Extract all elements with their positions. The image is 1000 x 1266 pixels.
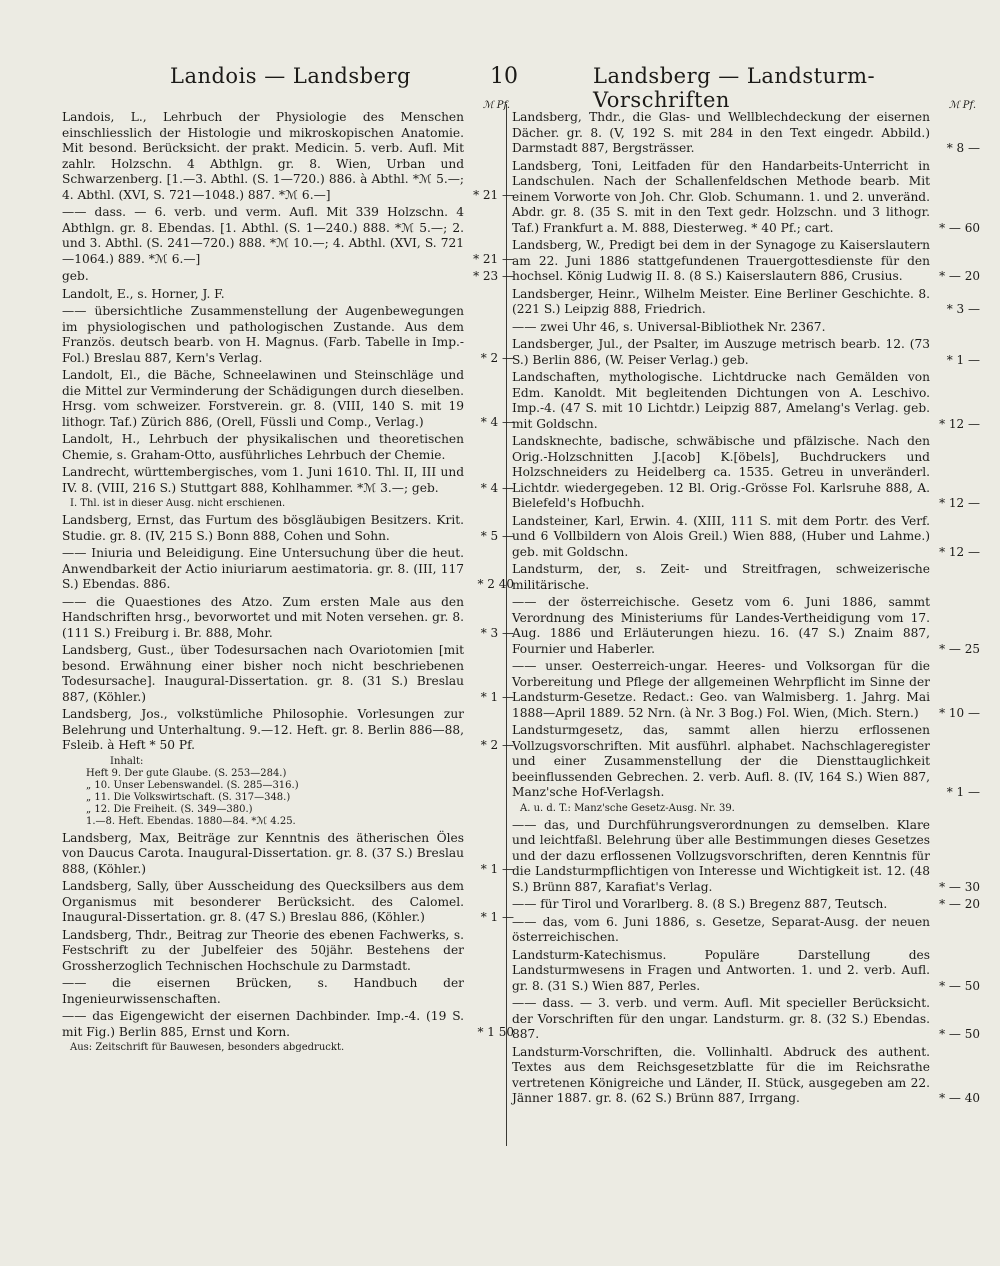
left-column [62,98,514,1057]
entry-text: —— der österreichische. Gesetz vom 6. Juni 1886, sammt Verordnung des Ministeriums für Landes-Vertheidigung vom 17. Aug. 1886 und Erläuterungen hiezu. 16. (47 S.) Znaim 887, Fournier und Haberler. [512,595,930,656]
entry-price: * 2 — [480,738,514,752]
catalog-entry [62,976,514,1007]
entry-text: —— dass. — 3. verb. und verm. Aufl. Mit specieller Berücksicht. der Vorschriften für den ungar. Landsturm. gr. 8. (32 S.) Ebendas. 887. [512,996,930,1041]
entry-price: * 1 — [946,785,980,799]
entry-text: Landois, L., Lehrbuch der Physiologie des Menschen einschliesslich der Histologie und mikroskopischen Anatomie. Mit besond. Berücksicht. der prakt. Medicin. 5. verb. Aufl. Mit zahlr. Holzschn. 4 Abthlgn. gr. 8. Wien, Urban und Schwarzenberg. [1.—3. Abthl. (S. 1—720.) 886. à Abthl. *ℳ 5.—; 4. Abthl. (XVI, S. 721—1048.) 887. *ℳ 6.—] [62,110,464,202]
catalog-entry [62,110,514,203]
entry-text: Landsturm-Katechismus. Populäre Darstellung des Landsturmwesens in Fragen und Antworten. 1. und 2. verb. Aufl. gr. 8. (31 S.) Wien 887, Perles. [512,947,930,993]
entry-price: * — 30 [939,879,980,894]
entry-text: Landsberg, Thdr., Beitrag zur Theorie des ebenen Fachwerks, s. Festschrift zu der Jubelfeier des 50jähr. Bestehens der Grossherzoglich Technischen Hochschule zu Darmstadt. [62,927,464,973]
contents-item: Heft 9. Der gute Glaube. (S. 253—284.) [86,767,287,779]
entry-price: * 8 — [946,141,980,155]
entry-price: * 12 — [939,496,980,510]
catalog-entry [62,546,514,593]
catalog-entry [512,659,980,721]
entry-text: Landolt, E., s. Horner, J. F. [62,286,225,301]
entry-price: * 4 — [480,414,514,429]
entry-text: —— die Quaestiones des Atzo. Zum ersten Male aus den Handschriften hrsg., bevorwortet und mit Noten versehen. gr. 8. (111 S.) Freiburg i. Br. 888, Mohr. [62,594,464,640]
entry-price: * 1 — [480,910,514,924]
catalog-entry [512,238,980,285]
contents-item: „ 11. Die Volkswirtschaft. (S. 317—348.) [86,791,291,803]
catalog-entry [512,595,980,657]
entry-note: I. Thl. ist in dieser Ausg. nicht erschienen. [70,498,286,509]
catalog-entry [512,1045,980,1107]
entry-text: geb. [62,269,89,283]
contents-heading: Inhalt: [110,755,144,767]
entry-price: * 10 — [939,705,980,720]
entry-text: —— dass. — 6. verb. und verm. Aufl. Mit 339 Holzschn. 4 Abthlgn. gr. 8. Ebendas. [1. Abthl. (S. 1—240.) 888. *ℳ 5.—; 2. und 3. Abthl. (S. 241—720.) 888. *ℳ 10.—; 4. Abthl. (XVI, S. 721—1064.) 889. *ℳ 6.—] [62,205,464,266]
catalog-entry [62,595,514,642]
catalog-entry [512,818,980,896]
catalog-entry [512,562,980,593]
entry-text: Landsberger, Heinr., Wilhelm Meister. Eine Berliner Geschichte. 8. (221 S.) Leipzig 888, Friedrich. [512,286,930,316]
header-right-title: Landsberg — Landsturm-Vorschriften [593,64,876,112]
entry-price: * 4 — [480,480,514,495]
entry-text: —— das, vom 6. Juni 1886, s. Gesetze, Separat-Ausg. der neuen österreichischen. [512,914,930,944]
catalog-entry [62,368,514,430]
catalog-entry [512,434,980,512]
entry-text: Landschaften, mythologische. Lichtdrucke nach Gemälden von Edm. Kanoldt. Mit begleitenden Dichtungen von A. Leschivo. Imp.-4. (47 S. mit 10 Lichtdr.) Leipzig 887, Amelang's Verlag. geb. mit Goldschn. [512,370,930,431]
entry-price: * 5 — [480,528,514,543]
entry-text: Landsberger, Jul., der Psalter, im Auszuge metrisch bearb. 12. (73 S.) Berlin 886, (W. Peiser Verlag.) geb. [512,337,930,367]
catalog-entry [512,320,980,336]
catalog-entry [62,513,514,544]
entry-price: * 2 — [480,350,514,365]
catalog-entry [512,948,980,995]
entry-text: Landrecht, württembergisches, vom 1. Juni 1610. Thl. II, III und IV. 8. (VIII, 216 S.) Stuttgart 888, Kohlhammer. *ℳ 3.—; geb. [62,465,464,495]
page-number: 10 [490,64,518,89]
entry-text: Landsturmgesetz, das, sammt allen hierzu erflossenen Vollzugsvorschriften. Mit ausführl. alphabet. Nachschlageregister und einer Zusammenstellung der die Diensttauglichkeit beeinflussenden Gebrechen. 2. verb. Aufl. 8. (IV, 164 S.) Wien 887, Manz'sche Hof-Verlagsh. [512,723,930,799]
contents-item: „ 12. Die Freiheit. (S. 349—380.) [86,803,253,815]
catalog-entry [62,432,514,463]
catalog-entry [62,269,514,285]
entry-price: * 21 — [473,251,514,266]
catalog-entry [512,370,980,432]
catalog-entry [512,514,980,561]
entry-text: Landsberg, Max, Beiträge zur Kenntnis des ätherischen Öles von Daucus Carota. Inaugural-Dissertation. gr. 8. (37 S.) Breslau 888, (Köhler.) [62,830,464,876]
entry-price: * — 40 [939,1091,980,1105]
unit-heading-right: ℳ Pf. [948,100,976,111]
catalog-entry [512,337,980,368]
catalog-entry [62,287,514,303]
entry-price: * — 60 [939,220,980,235]
entry-text: Landsberg, Toni, Leitfaden für den Handarbeits-Unterricht in Landschulen. Nach der Schallenfeldschen Methode bearb. Mit einem Vorworte von Joh. Chr. Glob. Schumann. 1. und 2. unveränd. Abdr. gr. 8. (35 S. mit in den Text gedr. Holzschn. und 3 lithogr. Taf.) Frankfurt a. M. 888, Diesterweg. * 40 Pf.; cart. [512,158,930,235]
catalog-entry [62,928,514,975]
entry-text: Landsberg, Sally, über Ausscheidung des Quecksilbers aus dem Organismus mit besonderer Berücksicht. des Calomel. Inaugural-Dissertation. gr. 8. (47 S.) Breslau 886, (Köhler.) [62,879,464,924]
catalog-entry [62,643,514,705]
entry-text: —— das, und Durchführungsverordnungen zu demselben. Klare und leichtfaßl. Belehrung über alle Bestimmungen dieses Gesetzes und der dazu erflossenen Vollzugsvorschriften, deren Kenntnis für die Landsturmpflichtigen von Interesse und Wichtigkeit ist. 12. (48 S.) Brünn 887, Karafiat's Verlag. [512,817,930,894]
left-entries-continued [62,831,514,1055]
entry-price: * 1 50 [477,1024,514,1039]
entry-price: * 12 — [939,416,980,431]
entry-price: * 21 — [473,187,514,202]
catalog-entry [512,996,980,1043]
entry-price: * — 25 [939,641,980,656]
entry-note: A. u. d. T.: Manz'sche Gesetz-Ausg. Nr. 39. [520,802,735,814]
entry-text: Landsturm, der, s. Zeit- und Streitfragen, schweizerische militärische. [512,562,930,592]
contents-list [86,768,514,828]
catalog-entry [62,205,514,267]
entry-text: Landsberg, Jos., volkstümliche Philosophie. Vorlesungen zur Belehrung und Unterhaltung. 9.—12. Heft. gr. 8. Berlin 886—88, Fsleib. à Heft * 50 Pf. [62,707,464,752]
entry-price: * — 50 [939,978,980,993]
right-column [512,98,980,1109]
entry-note: Aus: Zeitschrift für Bauwesen, besonders abgedruckt. [70,1042,345,1053]
entry-text: —— zwei Uhr 46, s. Universal-Bibliothek Nr. 2367. [512,319,826,334]
entry-price: * 3 — [480,625,514,640]
catalog-entry [512,915,980,946]
entry-text: —— das Eigengewicht der eisernen Dachbinder. Imp.-4. (19 S. mit Fig.) Berlin 885, Ernst und Korn. [62,1009,464,1039]
catalog-entry [512,159,980,237]
entry-text: —— unser. Oesterreich-ungar. Heeres- und Volksorgan für die Vorbereitung und Pflege der allgemeinen Wehrpflicht im Sinne der Landsturm-Gesetze. Redact.: Geo. van Walmisberg. 1. Jahrg. Mai 1888—April 1889. 52 Nrn. (à Nr. 3 Bog.) Fol. Wien, (Mich. Stern.) [512,659,930,720]
entry-text: —— für Tirol und Vorarlberg. 8. (8 S.) Bregenz 887, Teutsch. [512,897,888,911]
entry-price: * 1 — [480,689,514,704]
header-left-title: Landois — Landsberg [170,64,411,88]
entry-text: Landsknechte, badische, schwäbische und pfälzische. Nach den Orig.-Holzschnitten J.[acob] K.[öbels], Buchdruckers und Holzschneiders zu Heidelberg ca. 1535. Getreu in unveränderl. Lichtdr. wiedergegeben. 12 Bl. Orig.-Grösse Fol. Karlsruhe 888, A. Bielefeld's Hofbuchh. [512,434,930,510]
entry-text: Landsberg, Gust., über Todesursachen nach Ovariotomien [mit besond. Erwähnung einer bisher noch nicht beschriebenen Todesursache]. Inaugural-Dissertation. gr. 8. (31 S.) Breslau 887, (Köhler.) [62,643,464,704]
entry-text: Landolt, El., die Bäche, Schneelawinen und Steinschläge und die Mittel zur Verminderung der Schädigungen durch dieselben. Hrsg. vom schweizer. Forstverein. gr. 8. (VIII, 140 S. mit 19 lithogr. Taf.) Zürich 886, (Orell, Füssli und Comp., Verlag.) [62,368,464,429]
catalog-entry [62,1009,514,1040]
entry-text: —— die eisernen Brücken, s. Handbuch der Ingenieurwissenschaften. [62,976,464,1006]
left-entries [62,110,514,754]
entry-text: —— Iniuria und Beleidigung. Eine Untersuchung über die heut. Anwendbarkeit der Actio iniuriarum aestimatoria. gr. 8. (III, 117 S.) Ebendas. 886. [62,546,464,591]
catalog-entry [512,287,980,318]
entry-price: * 2 40 [477,577,514,591]
catalog-entry [62,831,514,878]
entry-price: * 23 — [473,269,514,283]
catalog-entry [62,465,514,496]
entry-text: Landsberg, W., Predigt bei dem in der Synagoge zu Kaiserslautern am 22. Juni 1886 stattgefundenen Trauergottesdienste für den hochsel. König Ludwig II. 8. (8 S.) Kaiserslautern 886, Crusius. [512,238,930,283]
entry-price: * — 50 [939,1027,980,1041]
entry-text: Landsberg, Ernst, das Furtum des bösgläubigen Besitzers. Krit. Studie. gr. 8. (IV, 215 S.) Bonn 888, Cohen und Sohn. [62,513,464,543]
entry-price: * — 20 [939,897,980,911]
entry-text: Landolt, H., Lehrbuch der physikalischen und theoretischen Chemie, s. Graham-Otto, ausführliches Lehrbuch der Chemie. [62,432,464,462]
entry-text: Landsturm-Vorschriften, die. Vollinhaltl. Abdruck des authent. Textes aus dem Reichsgesetzblatte für die im Reichsrathe vertretenen Königreiche und Länder, II. Stück, ausgegeben am 22. Jänner 1887. gr. 8. (62 S.) Brünn 887, Irrgang. [512,1044,930,1105]
catalog-entry [512,723,980,801]
catalog-entry [512,110,980,157]
contents-item: 1.—8. Heft. Ebendas. 1880—84. *ℳ 4.25. [86,815,296,827]
catalog-entry [62,707,514,754]
entry-text: Landsteiner, Karl, Erwin. 4. (XIII, 111 S. mit dem Portr. des Verf. und 6 Vollbildern von Alois Greil.) Wien 888, (Huber und Lahme.) geb. mit Goldschn. [512,513,930,559]
contents-item: „ 10. Unser Lebenswandel. (S. 285—316.) [86,779,299,791]
catalog-entry [62,304,514,366]
unit-heading-left: ℳ Pf. [482,100,510,111]
entry-price: * — 20 [939,269,980,283]
catalog-entry [62,879,514,926]
entry-price: * 1 — [480,861,514,876]
right-entries [512,110,980,1107]
entry-price: * 3 — [946,302,980,316]
entry-price: * 1 — [946,352,980,367]
entry-text: Landsberg, Thdr., die Glas- und Wellblechdeckung der eisernen Dächer. gr. 8. (V, 192 S. mit 284 in den Text eingedr. Abbild.) Darmstadt 887, Bergsträsser. [512,110,930,155]
entry-text: —— übersichtliche Zusammenstellung der Augenbewegungen im physiologischen und pathologischen Zustande. Aus dem Französ. deutsch bearb. von H. Magnus. (Farb. Tabelle in Imp.-Fol.) Breslau 887, Kern's Verlag. [62,304,464,365]
entry-price: * 12 — [939,544,980,559]
catalog-entry [512,897,980,913]
